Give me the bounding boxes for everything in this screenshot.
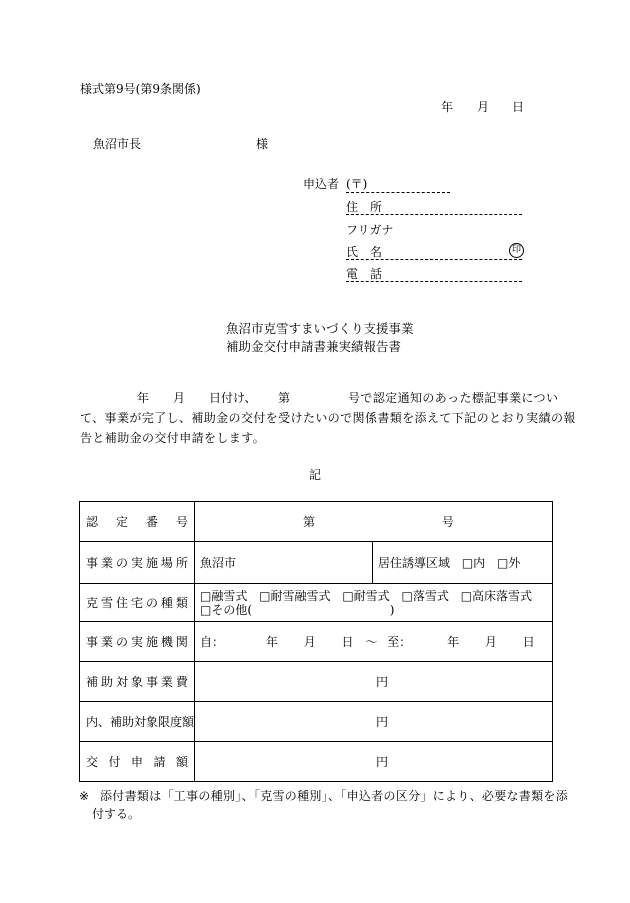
addressee-honorific: 様	[256, 137, 269, 151]
label-location: 事 業 の 実 施 場 所	[80, 542, 195, 584]
zone-outside-checkbox[interactable]: □外	[497, 556, 521, 570]
period-cell[interactable]	[195, 622, 553, 662]
document-title-line1: 魚沼市克雪すまいづくり支援事業	[226, 321, 414, 336]
limit-amount-unit: 円	[376, 715, 389, 729]
period-from: 自：	[200, 635, 225, 649]
period-year2: 年	[447, 635, 460, 649]
note-line2: 付する。	[92, 807, 141, 821]
body-month: 月	[173, 391, 186, 405]
document-title-line2: 補助金交付申請書兼実績報告書	[226, 339, 402, 354]
application-amount-cell[interactable]	[195, 742, 553, 782]
label-period: 事 業 の 実 施 機 関	[80, 622, 195, 662]
option-drop-checkbox[interactable]: □落雪式	[401, 588, 449, 603]
seal-mark-icon: 印	[509, 243, 524, 258]
table-row-project-cost	[80, 662, 553, 702]
project-cost-unit: 円	[376, 675, 389, 689]
applicant-postal-label: (〒)	[346, 177, 368, 191]
phone-line	[346, 281, 522, 282]
label-application-amount: 交 付 申 請 額	[80, 742, 195, 782]
table-row-housing-type	[80, 584, 553, 622]
label-project-cost: 補 助 対 象 事 業 費	[80, 662, 195, 702]
period-tilde: ～	[365, 635, 378, 649]
location-city-cell[interactable]	[195, 542, 373, 584]
note-mark: ※	[79, 789, 90, 803]
period-day2: 日	[522, 635, 535, 649]
option-resist-checkbox[interactable]: □耐雪式	[342, 588, 390, 603]
table-row-certification-number	[80, 502, 553, 542]
note-line1: 添付書類は「工事の種別」、「克雪の種別」、「申込者の区分」により、必要な書類を添	[100, 789, 569, 803]
zone-label: 居住誘導区域	[378, 556, 451, 570]
option-resist-melting-checkbox[interactable]: □耐雪融雪式	[259, 588, 331, 603]
application-table	[79, 501, 553, 782]
label-certification-number: 認 定 番 号	[80, 502, 195, 542]
option-raised-drop-checkbox[interactable]: □高床落雪式	[460, 588, 533, 603]
label-limit-amount: 内、補助対象限度額	[80, 702, 195, 742]
option-other-checkbox[interactable]: □その他(	[200, 602, 253, 617]
body-line3: 告と補助金の交付申請をします。	[80, 431, 266, 445]
address-line	[346, 214, 522, 215]
cert-go: 号	[441, 515, 454, 529]
applicant-furigana-label: フリガナ	[346, 223, 394, 237]
body-line1-rest: 号で認定通知のあった標記事業につい	[348, 391, 559, 405]
housing-type-cell	[195, 584, 553, 622]
table-row-period	[80, 622, 553, 662]
applicant-label: 申込者	[303, 177, 340, 191]
cert-dai: 第	[303, 515, 316, 529]
period-to: 至：	[387, 635, 412, 649]
location-zone-cell	[373, 542, 553, 584]
period-year: 年	[265, 635, 278, 649]
body-line2: て、事業が完了し、補助金の交付を受けたいので関係書類を添えて下記のとおり実績の報	[80, 411, 576, 425]
period-day: 日	[341, 635, 354, 649]
period-month2: 月	[484, 635, 497, 649]
limit-amount-cell[interactable]	[195, 702, 553, 742]
date-day: 日	[512, 100, 525, 114]
applicant-address-label: 住 所	[346, 200, 383, 214]
name-line	[346, 259, 522, 260]
label-housing-type: 克 雪 住 宅 の 種 類	[80, 584, 195, 622]
period-month: 月	[303, 635, 316, 649]
option-other-close: )	[389, 602, 395, 617]
location-city: 魚沼市	[200, 556, 237, 570]
application-amount-unit: 円	[376, 755, 389, 769]
date-year: 年	[441, 100, 454, 114]
form-number: 様式第9号(第9条関係)	[80, 82, 201, 96]
applicant-phone-label: 電 話	[346, 267, 383, 281]
table-row-location	[80, 542, 553, 584]
project-cost-cell[interactable]	[195, 662, 553, 702]
postal-line	[346, 192, 450, 193]
table-row-limit-amount	[80, 702, 553, 742]
table-row-application-amount	[80, 742, 553, 782]
body-year: 年	[137, 391, 150, 405]
certification-number-cell[interactable]	[195, 502, 553, 542]
body-dai: 第	[278, 391, 291, 405]
applicant-name-label: 氏 名	[346, 245, 383, 259]
zone-inside-checkbox[interactable]: □内	[461, 556, 486, 570]
option-melting-checkbox[interactable]: □融雪式	[200, 588, 248, 603]
addressee-name: 魚沼市長	[93, 137, 142, 151]
body-day: 日付け、	[209, 391, 257, 405]
date-month: 月	[477, 100, 490, 114]
ki-heading: 記	[309, 468, 322, 482]
